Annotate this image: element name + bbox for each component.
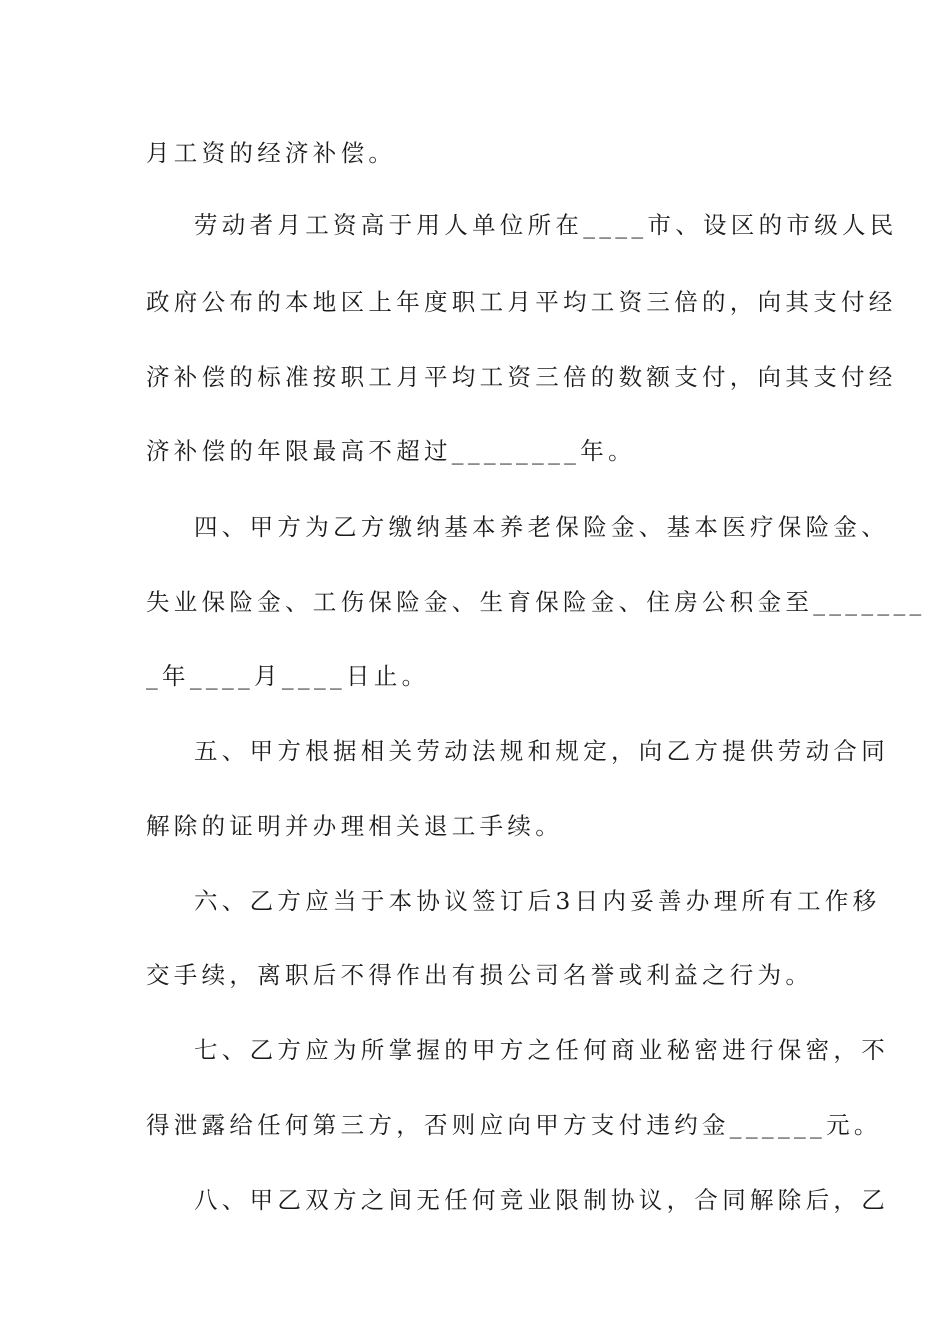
text-line: 交手续，离职后不得作出有损公司名誉或利益之行为。 bbox=[146, 961, 814, 989]
text-line: 解除的证明并办理相关退工手续。 bbox=[146, 812, 563, 840]
text-line: _年____月____日止。 bbox=[146, 662, 430, 690]
text-line: 失业保险金、工伤保险金、生育保险金、住房公积金至_______ bbox=[146, 588, 926, 616]
text-line: 六、乙方应当于本协议签订后3日内妥善办理所有工作移 bbox=[194, 887, 881, 915]
text-line: 四、甲方为乙方缴纳基本养老保险金、基本医疗保险金、 bbox=[194, 513, 889, 541]
text-line: 七、乙方应为所掌握的甲方之任何商业秘密进行保密，不 bbox=[194, 1036, 889, 1064]
text-line: 政府公布的本地区上年度职工月平均工资三倍的，向其支付经 bbox=[146, 288, 897, 316]
text-line: 五、甲方根据相关劳动法规和规定，向乙方提供劳动合同 bbox=[194, 737, 889, 765]
text-line: 劳动者月工资高于用人单位所在____市、设区的市级人民 bbox=[194, 211, 898, 239]
text-line: 济补偿的标准按职工月平均工资三倍的数额支付，向其支付经 bbox=[146, 363, 897, 391]
text-line: 月工资的经济补偿。 bbox=[146, 139, 397, 167]
text-line: 八、甲乙双方之间无任何竞业限制协议，合同解除后，乙 bbox=[194, 1186, 889, 1214]
text-line: 得泄露给任何第三方，否则应向甲方支付违约金______元。 bbox=[146, 1111, 882, 1139]
text-line: 济补偿的年限最高不超过________年。 bbox=[146, 437, 636, 465]
